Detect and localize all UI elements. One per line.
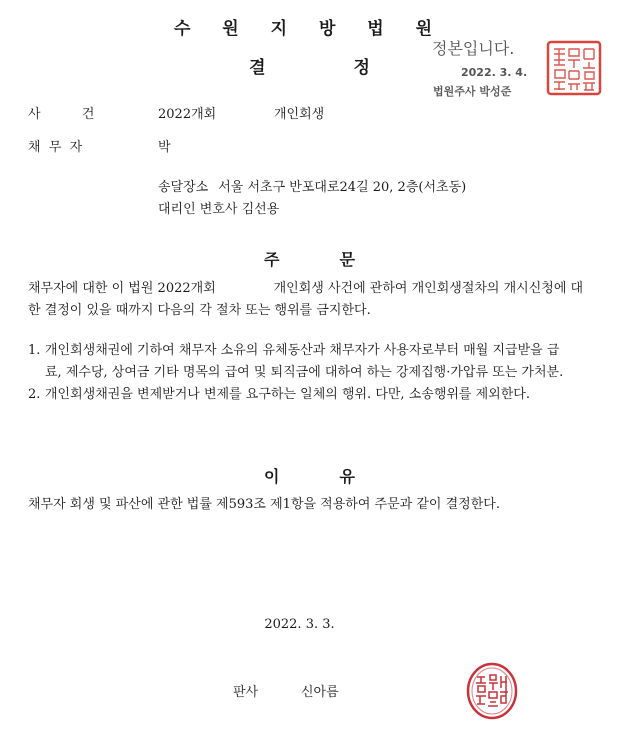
- list-item: [28, 340, 573, 384]
- clerk-seal-icon: [546, 40, 602, 96]
- document-title-part2: 정: [353, 58, 370, 78]
- order-heading: [0, 247, 619, 270]
- debtor-name: 박: [158, 140, 171, 155]
- order-heading-part1: 주: [264, 250, 280, 269]
- list-item-text: 개인회생채권에 기하여 채무자 소유의 유체동산과 채무자가 사용자로부터 매월 지급받을 급료, 제수당, 상여금 기타 명목의 급여 및 퇴직금에 대하여 하는 강제집행·가압류 또는 가처분.: [45, 343, 564, 380]
- legal-agent: 대리인 변호사 김선용: [158, 202, 280, 217]
- order-items: [28, 340, 573, 406]
- reason-heading-part2: 유: [339, 467, 355, 486]
- judge-seal-icon: [466, 662, 518, 720]
- certified-copy-clerk: 법원주사 박성준: [433, 85, 512, 98]
- list-item-text: 개인회생채권을 변제받거나 변제를 요구하는 일체의 행위. 다만, 소송행위를 제외한다.: [45, 387, 530, 402]
- case-type: 개인회생: [274, 107, 325, 122]
- case-label: 사 건: [28, 107, 95, 122]
- document-title-part1: 결: [249, 58, 266, 78]
- judge-title: 판사: [233, 685, 259, 700]
- court-name: 수 원 지 방 법 원: [173, 19, 446, 39]
- service-address-value: 서울 서초구 반포대로24길 20, 2층(서초동): [218, 180, 467, 195]
- debtor-label: 채 무 자: [28, 140, 83, 155]
- case-number: 2022개회: [158, 107, 217, 122]
- reason-heading-part1: 이: [264, 467, 280, 486]
- certified-copy-date: 2022. 3. 4.: [461, 66, 528, 79]
- list-item-number: 2.: [28, 387, 41, 402]
- certified-copy-title: 정본입니다.: [432, 39, 515, 58]
- decision-date: 2022. 3. 3.: [264, 617, 335, 632]
- reason-text: 채무자 회생 및 파산에 관한 법률 제593조 제1항을 적용하여 주문과 같이 결정한다.: [28, 497, 500, 512]
- order-heading-part2: 문: [339, 250, 355, 269]
- list-item-number: 1.: [28, 343, 41, 358]
- service-address: [158, 176, 466, 195]
- reason-heading: [0, 464, 619, 487]
- judge-name: 신아름: [301, 685, 339, 700]
- service-address-label: 송달장소: [158, 180, 209, 195]
- order-intro: 채무자에 대한 이 법원 2022개회 개인회생 사건에 관하여 개인회생절차의 개시신청에 대한 결정이 있을 때까지 다음의 각 절차 또는 행위를 금지한다.: [28, 281, 584, 318]
- list-item: [28, 384, 573, 406]
